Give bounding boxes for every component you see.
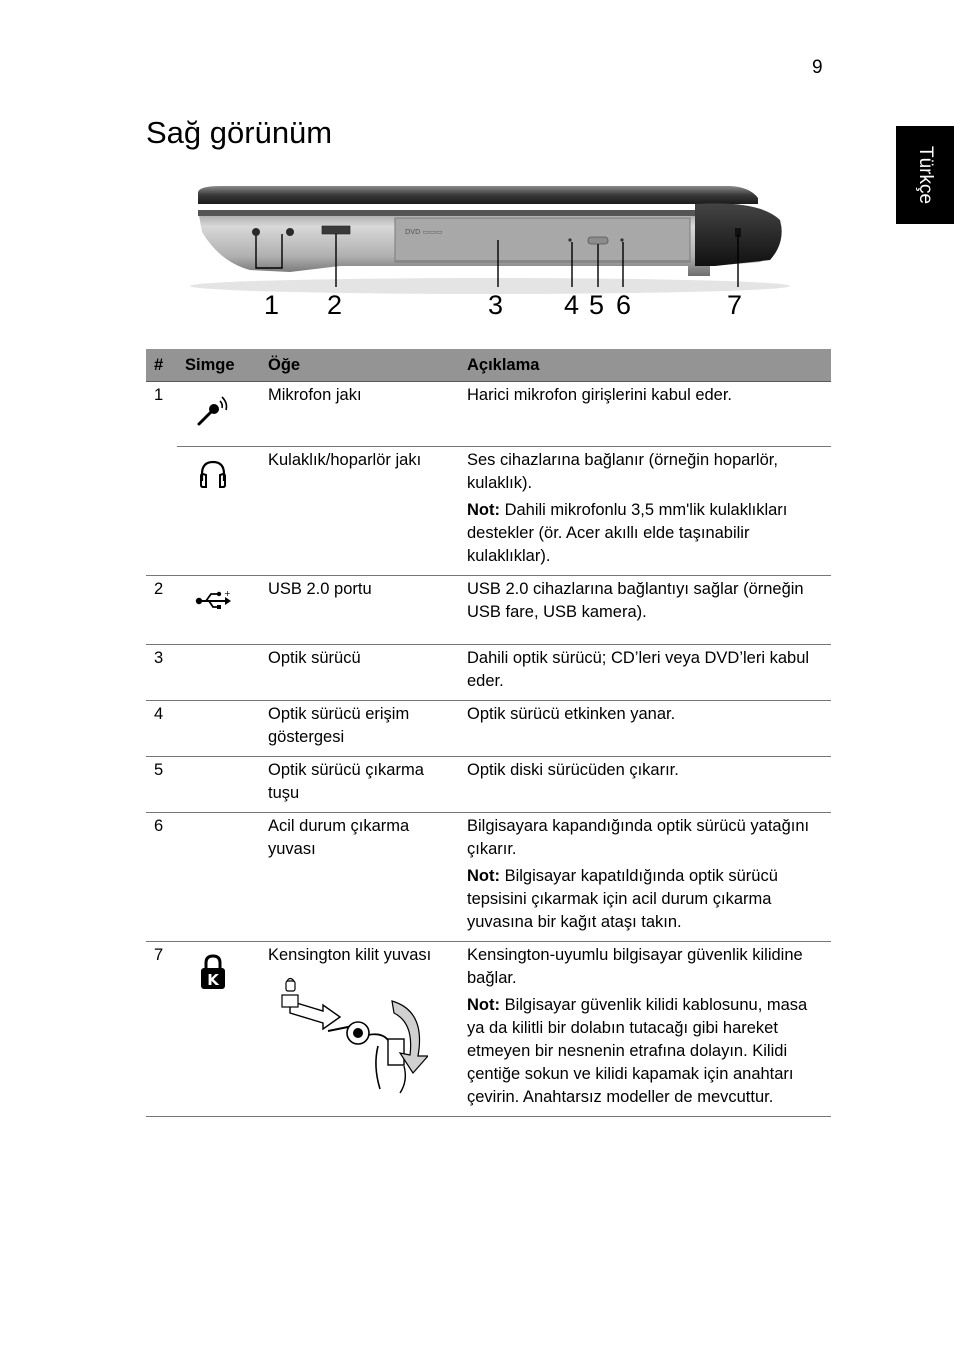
row-number: 2 <box>146 576 177 645</box>
table-row <box>146 942 831 1117</box>
table-row <box>146 447 831 576</box>
row-note <box>467 865 825 934</box>
table-row <box>146 382 831 447</box>
row-item: Kensington kilit yuvası <box>268 946 432 964</box>
row-item: Optik sürücü <box>260 645 459 701</box>
language-tab-label: Türkçe <box>915 145 937 205</box>
page-number: 9 <box>812 57 823 78</box>
table-row <box>146 645 831 701</box>
svg-text:+: + <box>223 589 231 598</box>
row-item: Optik sürücü çıkarma tuşu <box>260 757 459 813</box>
callout-2: 2 <box>327 290 343 320</box>
svg-text:K: K <box>206 971 219 989</box>
row-description: Bilgisayara kapandığında optik sürücü yatağını çıkarır. <box>467 817 810 858</box>
row-number <box>146 447 177 576</box>
note-text: Bilgisayar kapatıldığında optik sürücü tepsisini çıkarmak için acil durum çıkarma yuvasına bir kağıt ataşı takın. <box>467 867 778 931</box>
port-description-table <box>146 349 831 1117</box>
row-number: 3 <box>146 645 177 701</box>
callout-4: 4 <box>564 290 580 320</box>
callout-7: 7 <box>727 290 743 320</box>
language-tab <box>896 126 954 224</box>
laptop-right-side-figure <box>190 182 810 332</box>
note-text: Bilgisayar güvenlik kilidi kablosunu, masa ya da kilitli bir dolabın tutacağı gibi hareket etmeyen bir nesnenin etrafına dolayın. Kilidi çentiğe sokun ve kilidi kapamak için anahtarı çevirin. Anahtarsız modeller de mevcuttur. <box>467 996 808 1106</box>
table-row <box>146 701 831 757</box>
row-description: Optik sürücü etkinken yanar. <box>467 705 676 723</box>
row-number: 6 <box>146 813 177 942</box>
laptop-illustration <box>190 182 810 332</box>
row-description: Ses cihazlarına bağlanır (örneğin hoparlör, kulaklık). <box>467 451 778 492</box>
table-row <box>146 813 831 942</box>
note-label: Not: <box>467 867 500 885</box>
kensington-lock-icon <box>199 954 227 990</box>
usb-icon <box>194 588 232 610</box>
page-title: Sağ görünüm <box>146 115 333 150</box>
row-item: Optik sürücü erişim göstergesi <box>260 701 459 757</box>
header-item: Öğe <box>260 349 459 382</box>
table-row <box>146 757 831 813</box>
row-description: Optik diski sürücüden çıkarır. <box>467 761 679 779</box>
row-item: Mikrofon jakı <box>268 386 362 404</box>
row-item: USB 2.0 portu <box>260 576 459 645</box>
row-description: Harici mikrofon girişlerini kabul eder. <box>467 386 733 404</box>
row-note <box>467 499 825 568</box>
svg-text:DVD ▭▭▭: DVD ▭▭▭ <box>405 228 443 236</box>
microphone-icon <box>195 394 231 428</box>
headphones-icon <box>197 459 229 489</box>
row-description: USB 2.0 cihazlarına bağlantıyı sağlar (örneğin USB fare, USB kamera). <box>467 580 804 621</box>
row-item: Acil durum çıkarma yuvası <box>260 813 459 942</box>
callout-5: 5 <box>589 290 605 320</box>
callout-1: 1 <box>264 290 280 320</box>
row-description: Dahili optik sürücü; CD’leri veya DVD’leri kabul eder. <box>467 649 810 690</box>
note-label: Not: <box>467 996 500 1014</box>
row-note <box>467 994 825 1109</box>
row-number: 1 <box>154 386 164 404</box>
callout-6: 6 <box>616 290 632 320</box>
row-item: Kulaklık/hoparlör jakı <box>260 447 459 576</box>
row-number: 4 <box>146 701 177 757</box>
row-description: Kensington-uyumlu bilgisayar güvenlik kilidine bağlar. <box>467 946 803 987</box>
note-text: Dahili mikrofonlu 3,5 mm'lik kulaklıkları destekler (ör. Acer akıllı elde taşınabilir kulaklıklar). <box>467 501 788 565</box>
row-number: 5 <box>146 757 177 813</box>
table-header-row <box>146 349 831 382</box>
note-label: Not: <box>467 501 500 519</box>
callout-3: 3 <box>488 290 504 320</box>
header-icon: Simge <box>177 349 260 382</box>
header-description: Açıklama <box>459 349 831 382</box>
kensington-lock-illustration <box>268 971 428 1097</box>
header-number: # <box>146 349 177 382</box>
table-row <box>146 576 831 645</box>
row-number: 7 <box>146 942 177 1117</box>
